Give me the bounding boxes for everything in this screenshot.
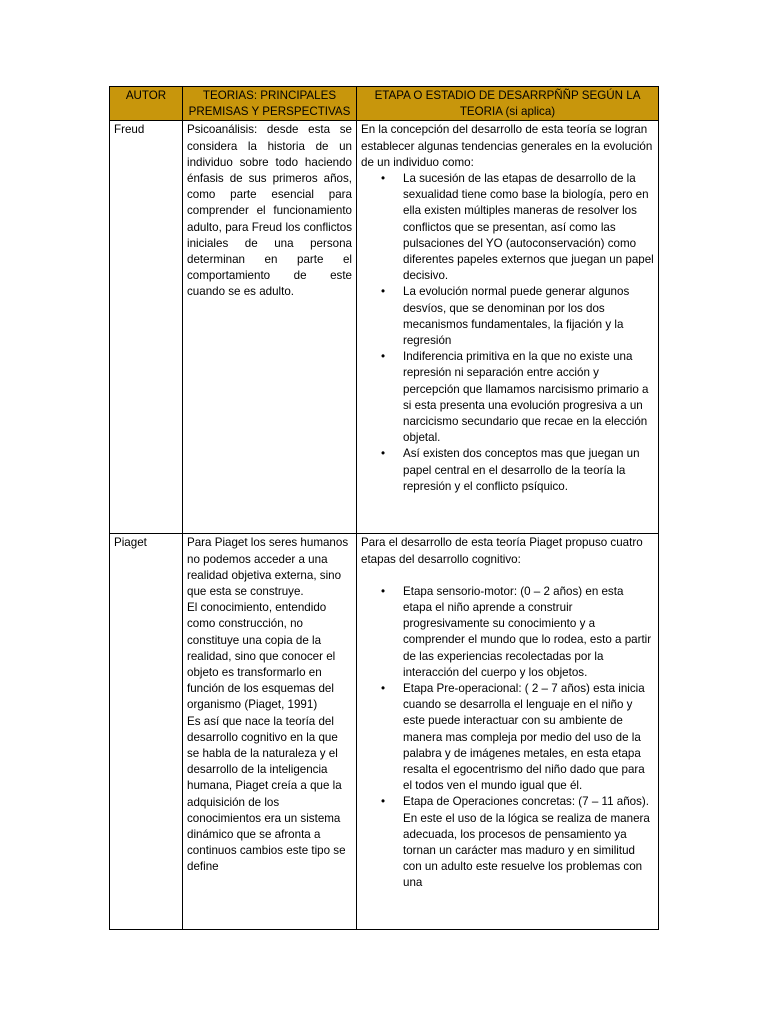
theories-table (109, 86, 659, 930)
teoria-paragraph: Es así que nace la teoría del desarrollo cognitivo en la que se habla de la naturaleza y el desarrollo de la inteligencia humana, Piaget creía a que la adquisición de los conocimientos era un sistema dinámico que se afronta a continuos cambios este tipo se define (187, 714, 346, 874)
list-item: • La sucesión de las etapas de desarrollo de la sexualidad tiene como base la biología, pero en ella existen múltiples maneras de resolver los conflictos que se presentan, así como las pulsaciones del YO (autoconservación) como diferentes papeles externos que juegan un papel decisivo. (403, 171, 654, 284)
etapa-list (361, 584, 654, 892)
cell-teoria (183, 534, 357, 930)
header-etapa: ETAPA O ESTADIO DE DESARRPÑÑP SEGÚN LA TEORIA (si aplica) (357, 87, 659, 121)
etapa-intro: Para el desarrollo de esta teoría Piaget propuso cuatro etapas del desarrollo cognitivo: (361, 536, 643, 566)
cell-autor: Freud (110, 121, 183, 534)
etapa-list (361, 171, 654, 495)
spacer (361, 568, 654, 584)
list-item: • Etapa de Operaciones concretas: (7 – 11 años). En este el uso de la lógica se realiza de manera adecuada, los procesos de pensamiento ya tornan un carácter mas maduro y en similitud con un adulto este resuelve los problemas con una (403, 794, 654, 891)
table-row (110, 534, 659, 930)
table-header-row (110, 87, 659, 121)
cell-etapa (357, 534, 659, 930)
list-item: • Así existen dos conceptos mas que juegan un papel central en el desarrollo de la teoría la represión y el conflicto psíquico. (403, 446, 654, 495)
list-item: • Etapa Pre-operacional: ( 2 – 7 años) esta inicia cuando se desarrolla el lenguaje en el niño y este puede interactuar con su ambiente de manera mas compleja por medio del uso de la palabra y de imágenes metales, en esta etapa resalta el egocentrismo del niño dado que para el todos ven el mundo igual que él. (403, 681, 654, 794)
etapa-intro: En la concepción del desarrollo de esta teoría se logran establecer algunas tendencias generales en la evolución de un individuo como: (361, 123, 653, 169)
cell-teoria: Psicoanálisis: desde esta se considera la historia de un individuo sobre todo haciendo énfasis de sus primeros años, como parte esencial para comprender el funcionamiento adulto, para Freud los conflictos iniciales de una persona determinan en parte el comportamiento de este cuando se es adulto. (183, 121, 357, 534)
teoria-paragraph: El conocimiento, entendido como construcción, no constituye una copia de la realidad, sino que conocer el objeto es transformarlo en función de los esquemas del organismo (Piaget, 1991) (187, 601, 336, 712)
list-item: • La evolución normal puede generar algunos desvíos, que se denominan por los dos mecanismos fundamentales, la fijación y la regresión (403, 284, 654, 349)
teoria-paragraph: Para Piaget los seres humanos no podemos acceder a una realidad objetiva externa, sino que esta se construye. (187, 536, 349, 599)
cell-etapa (357, 121, 659, 534)
list-item: • Etapa sensorio-motor: (0 – 2 años) en esta etapa el niño aprende a construir progresivamente su conocimiento y a comprender el mundo que lo rodea, esto a partir de las experiencias recolectadas por la interacción del cuerpo y los objetos. (403, 584, 654, 681)
header-teorias: TEORIAS: PRINCIPALES PREMISAS Y PERSPECTIVAS (183, 87, 357, 121)
list-item: • Indiferencia primitiva en la que no existe una represión ni separación entre acción y percepción que llamamos narcisismo primario a si esta presenta una evolución progresiva a un narcicismo secundario que recae en la elección objetal. (403, 349, 654, 446)
cell-autor: Piaget (110, 534, 183, 930)
table-row (110, 121, 659, 534)
header-autor: AUTOR (110, 87, 183, 121)
